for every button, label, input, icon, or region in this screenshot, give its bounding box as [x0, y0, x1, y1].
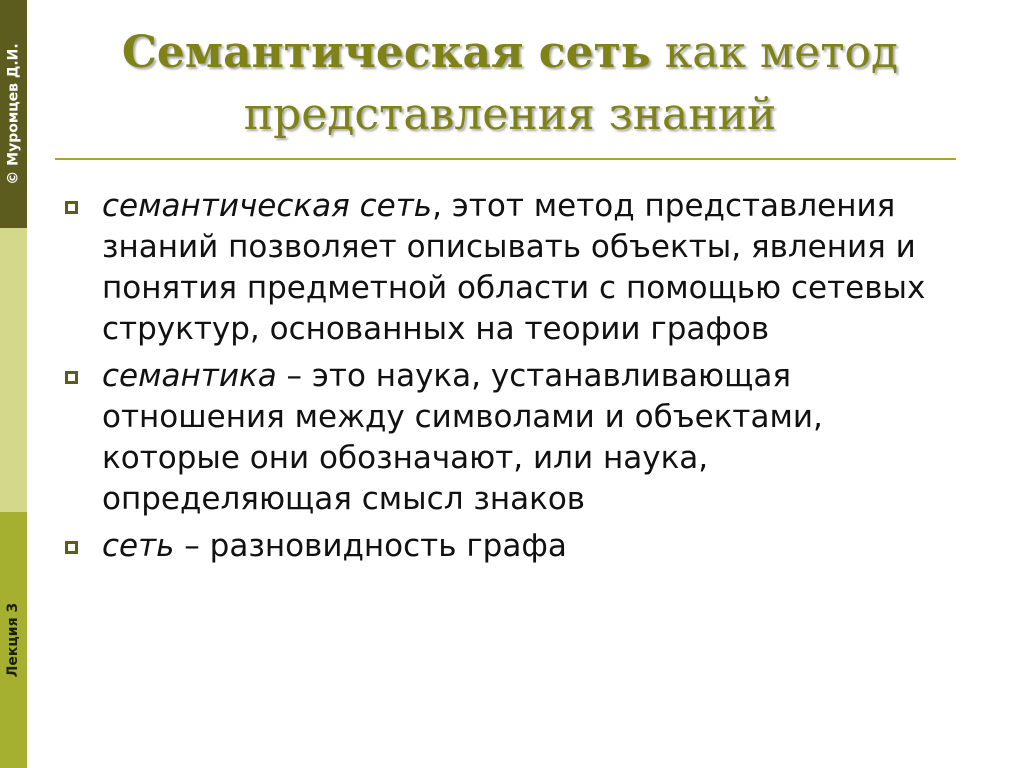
title-divider: [55, 158, 956, 160]
item-term: сеть: [102, 528, 175, 564]
author-caption-container: [0, 0, 27, 228]
side-band: [0, 0, 27, 768]
author-caption: © Муромцев Д.И.: [5, 43, 22, 185]
item-term: семантика: [102, 358, 277, 394]
list-item: [60, 526, 960, 567]
list-item: [60, 356, 960, 520]
item-term: семантическая сеть: [102, 188, 433, 224]
slide-title: [60, 22, 960, 146]
item-text: – это наука, устанавливающая отношения между символами и объектами, которые они обозначают, или наука, определяющая смысл знаков: [102, 358, 823, 517]
list-item: [60, 186, 960, 350]
bullet-list: [60, 186, 960, 573]
square-bullet-icon: [65, 541, 78, 554]
square-bullet-icon: [65, 371, 78, 384]
lecture-caption: Лекция 3: [5, 602, 22, 678]
lecture-caption-container: [0, 560, 27, 720]
slide-title-bold: Семантическая сеть: [121, 27, 651, 78]
side-band-middle: [0, 228, 27, 512]
item-text: – разновидность графа: [174, 528, 567, 564]
square-bullet-icon: [65, 201, 78, 214]
slide-title-regular: как метод представления знаний: [243, 27, 899, 140]
item-text: , этот метод представления знаний позволяет описывать объекты, явления и понятия предметной области с помощью сетевых структур, основанных на теории графов: [102, 188, 926, 347]
